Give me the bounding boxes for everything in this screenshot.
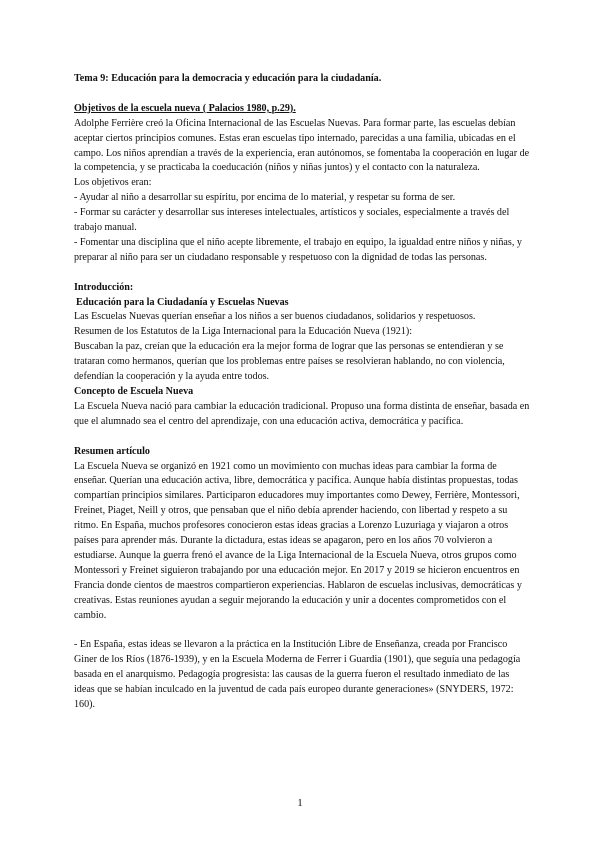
objective-item: - Formar su carácter y desarrollar sus intereses intelectuales, artísticos y sociales, especialmente a través del trabajo manual. [74, 207, 510, 234]
section-heading-objetivos: Objetivos de la escuela nueva ( Palacios 1980, p.29). [74, 102, 296, 114]
objectives-intro: Los objetivos eran: [74, 177, 152, 189]
objective-item: - Fomentar una disciplina que el niño acepte libremente, el trabajo en equipo, la igualdad entre niños y niñas, y preparar al niño para ser un ciudadano responsable y respetuoso con la dignidad de todas las personas. [74, 236, 522, 263]
paragraph-concepto: La Escuela Nueva nació para cambiar la educación tradicional. Propuso una forma distinta de enseñar, basada en que el alumnado sea el centro del aprendizaje, con una educación activa, democrática y pacífica. [74, 400, 530, 427]
paragraph-resumen: La Escuela Nueva se organizó en 1921 como un movimiento con muchas ideas para cambiar la forma de enseñar. Querían una educación activa, libre, democrática y pacífica. Aunque había distintas propuestas, todas compartían principios similares. Participaron educadores muy importantes como Dewey, Ferrière, Montessori, Freinet, Piaget, Neill y otros, que pensaban que el niño debía aprender haciendo, con libertad y respeto a su ritmo. En España, muchos profesores conocieron estas ideas gracias a Lorenzo Luzuriaga y viajaron a otros países para aprender más. Durante la dictadura, estas ideas se apagaron, pero en los años 70 volvieron a estudiarse. Aunque la guerra frenó el avance de la Liga Internacional de la Escuela Nueva, otros grupos como Montessori y Freinet siguieron trabajando por una educación mejor. En 2017 y 2019 se hicieron encuentros en Francia donde cientos de maestros compartieron experiencias. Hablaron de escuelas inclusivas, democráticas y creativas. Estas reuniones ayudan a seguir mejorando la educación y unir a docentes comprometidos con el cambio. [74, 460, 522, 621]
subheading-ciudadania: Educación para la Ciudadanía y Escuelas Nuevas [76, 296, 289, 308]
document-body [74, 72, 532, 713]
page-title: Tema 9: Educación para la democracia y educación para la ciudadanía. [74, 73, 382, 84]
intro-line: Buscaban la paz, creían que la educación era la mejor forma de lograr que las personas se entendieran y se trataran como hermanos, querían que los problemas entre países se resolvieran hablando, no con violencia, defendían la cooperación y la ayuda entre todos. [74, 341, 505, 383]
spacer [74, 266, 532, 281]
section-heading-resumen: Resumen artículo [74, 445, 150, 457]
spacer [74, 623, 532, 638]
page-number: 1 [297, 797, 303, 809]
objective-item: - Ayudar al niño a desarrollar su espíritu, por encima de lo material, y respetar su forma de ser. [74, 192, 456, 204]
subheading-concepto: Concepto de Escuela Nueva [74, 386, 194, 397]
paragraph-espana: - En España, estas ideas se llevaron a la práctica en la Institución Libre de Enseñanza, creada por Francisco Giner de los Ríos (1876-1939), y en la Escuela Moderna de Ferrer i Guardia (1901), que seguía una pedagogía basada en el anarquismo. Pedagogía progresista: las causas de la guerra fueron el resultado inmediato de las ideas que se habían inculcado en la juventud de cada país europeo durante generaciones» (SNYDERS, 1972: 160). [74, 639, 521, 710]
section-heading-introduccion: Introducción: [74, 281, 134, 293]
paragraph-ferriere: Adolphe Ferrière creó la Oficina Internacional de las Escuelas Nuevas. Para formar parte, las escuelas debían aceptar ciertos principios comunes. Estas eran escuelas tipo internado, parecidas a una familia, ubicadas en el campo. Los niños aprendían a través de la experiencia, eran autónomos, se fomentaba la cooperación en lugar de la competencia, y se practicaba la coeducación (niños y niñas juntos) y el contacto con la naturaleza. [74, 117, 530, 174]
intro-line: Las Escuelas Nuevas querían enseñar a los niños a ser buenos ciudadanos, solidarios y respetuosos. [74, 311, 476, 323]
intro-line: Resumen de los Estatutos de la Liga Internacional para la Educación Nueva (1921): [74, 326, 413, 338]
spacer [74, 430, 532, 445]
